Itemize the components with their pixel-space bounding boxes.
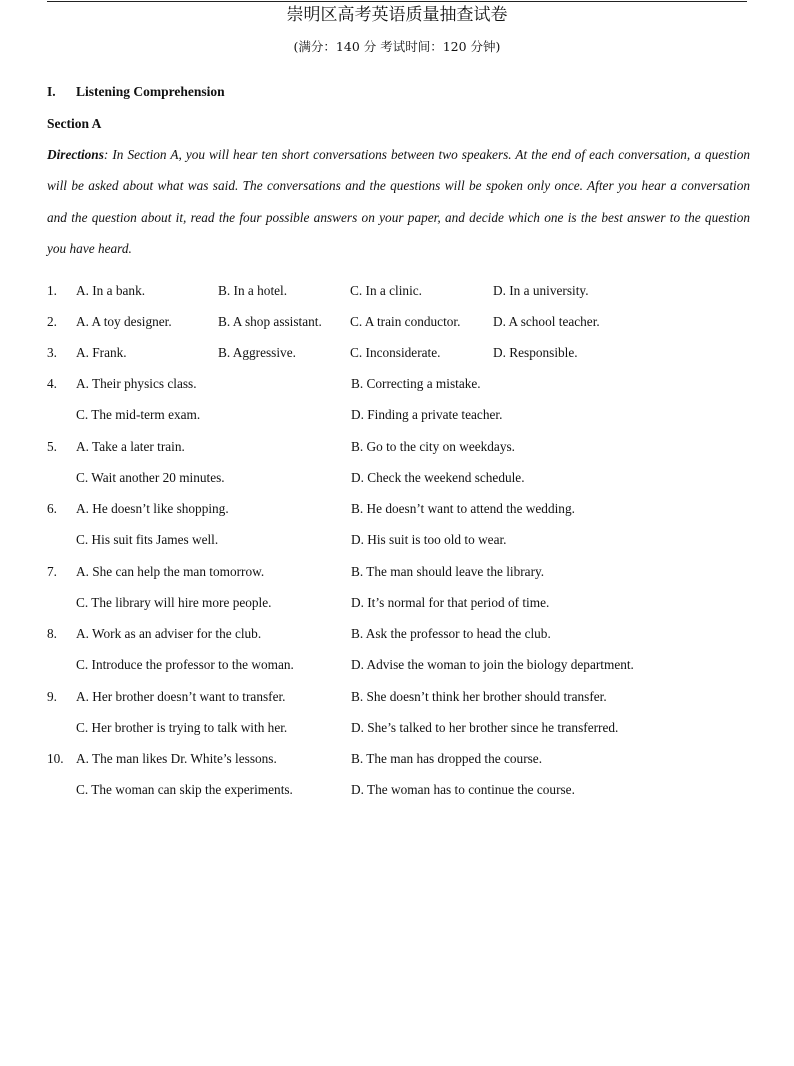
question-4-row-2 [0,405,794,425]
option-a: A. She can help the man tomorrow. [76,564,265,579]
question-number: 2. [47,314,57,329]
option-d: D. She’s talked to her brother since he transferred. [351,720,619,735]
question-7-row-2 [0,593,794,613]
question-4-row-1 [0,374,794,394]
question-5-row-2 [0,468,794,488]
option-d: D. Finding a private teacher. [351,407,503,422]
option-b: B. Correcting a mistake. [351,376,481,391]
option-c: C. Her brother is trying to talk with her. [76,720,288,735]
option-c: C. The mid-term exam. [76,407,201,422]
question-number: 9. [47,689,57,704]
option-b: B. The man has dropped the course. [351,751,543,766]
question-6-row-2 [0,530,794,550]
part-number: I. [47,84,56,99]
option-b: B. She doesn’t think her brother should transfer. [351,689,607,704]
question-number: 1. [47,283,57,298]
option-b: B. Aggressive. [218,345,296,360]
option-b: B. He doesn’t want to attend the wedding. [351,501,575,516]
option-d: D. His suit is too old to wear. [351,532,507,547]
option-d: D. It’s normal for that period of time. [351,595,550,610]
question-10-row-1 [0,749,794,769]
exam-subtitle: (满分：140 分 考试时间：120 分钟) [293,39,501,54]
option-a: A. Their physics class. [76,376,197,391]
question-number: 6. [47,501,57,516]
question-9-row-1 [0,687,794,707]
question-number: 4. [47,376,57,391]
option-c: C. His suit fits James well. [76,532,219,547]
option-a: A. Work as an adviser for the club. [76,626,262,641]
directions-text: : In Section A, you will hear ten short conversations between two speakers. At the end of each conversation, a question will be asked about what was said. The conversations and the questions will be spoken only once. After you hear a conversation and the question about it, read the four possible answers on your paper, and decide which one is the best answer to the question you have heard. [47,147,750,256]
question-number: 3. [47,345,57,360]
question-10-row-2 [0,780,794,800]
exam-title: 崇明区高考英语质量抽查试卷 [286,5,508,25]
question-1 [0,281,794,301]
option-a: A. He doesn’t like shopping. [76,501,229,516]
part-title: Listening Comprehension [76,84,225,99]
option-c: C. Inconsiderate. [350,345,441,360]
question-8-row-2 [0,655,794,675]
directions-label: Directions [47,147,104,162]
option-a: A. Her brother doesn’t want to transfer. [76,689,286,704]
question-3 [0,343,794,363]
option-d: D. A school teacher. [493,314,600,329]
option-a: A. Frank. [76,345,127,360]
option-d: D. In a university. [493,283,589,298]
option-d: D. Check the weekend schedule. [351,470,525,485]
option-c: C. Wait another 20 minutes. [76,470,225,485]
option-b: B. A shop assistant. [218,314,322,329]
option-a: A. In a bank. [76,283,146,298]
top-rule [47,1,747,2]
option-d: D. Responsible. [493,345,578,360]
question-number: 7. [47,564,57,579]
option-b: B. Ask the professor to head the club. [351,626,551,641]
option-b: B. The man should leave the library. [351,564,545,579]
option-c: C. Introduce the professor to the woman. [76,657,294,672]
question-7-row-1 [0,562,794,582]
question-6-row-1 [0,499,794,519]
option-b: B. Go to the city on weekdays. [351,439,515,454]
option-a: A. A toy designer. [76,314,172,329]
question-2 [0,312,794,332]
option-d: D. The woman has to continue the course. [351,782,575,797]
question-9-row-2 [0,718,794,738]
option-c: C. In a clinic. [350,283,423,298]
section-heading: Section A [47,116,102,131]
option-c: C. A train conductor. [350,314,461,329]
option-d: D. Advise the woman to join the biology department. [351,657,634,672]
question-number: 8. [47,626,57,641]
directions [47,139,750,264]
question-8-row-1 [0,624,794,644]
question-5-row-1 [0,437,794,457]
part-heading [47,83,225,101]
option-c: C. The woman can skip the experiments. [76,782,293,797]
question-number: 5. [47,439,57,454]
option-b: B. In a hotel. [218,283,288,298]
option-a: A. Take a later train. [76,439,185,454]
option-c: C. The library will hire more people. [76,595,272,610]
question-number: 10. [47,751,64,766]
option-a: A. The man likes Dr. White’s lessons. [76,751,277,766]
